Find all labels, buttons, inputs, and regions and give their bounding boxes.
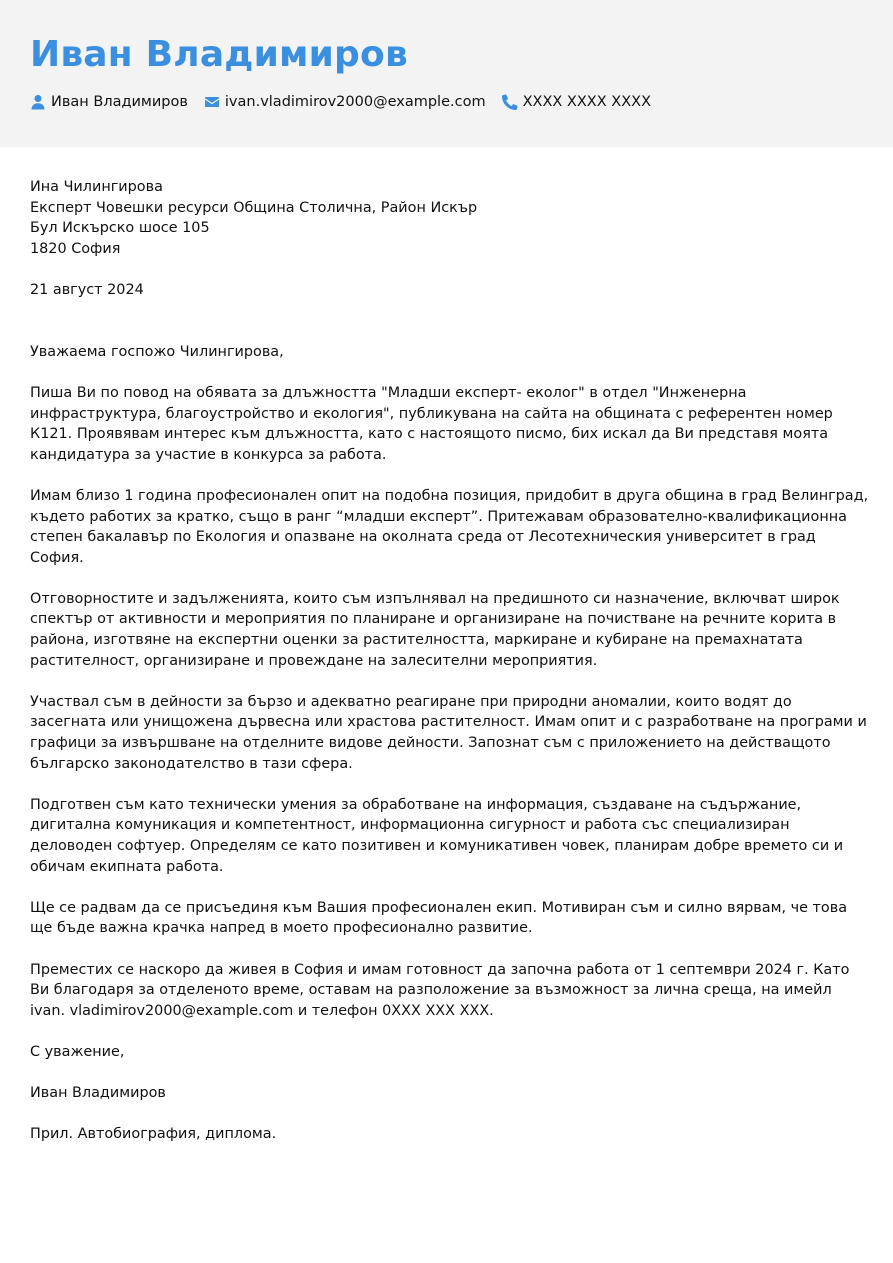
signature: Иван Владимиров	[30, 1085, 166, 1102]
paragraph: Подготвен съм като технически умения за обработване на информация, създаване на съдържание, дигитална комуникация и компетентност, информационна сигурност и работа със специализиран деловоден софтуер. Определям се като позитивен и комуникативен човек, планирам добре времето си и обичам екипната работа.	[30, 796, 844, 875]
user-icon	[30, 94, 46, 110]
envelope-icon	[204, 94, 220, 110]
contact-phone-item	[502, 92, 651, 112]
recipient-city: 1820 София	[30, 240, 121, 257]
paragraph: Пиша Ви по повод на обявата за длъжността "Младши експерт- еколог" в отдел "Инженерна инфраструктура, благоустройство и екология", публикувана на сайта на общината с референтен номер К121. Проявявам интерес към длъжността, като с настоящото писмо, бих искал да Ви представя моята кандидатура за участие в конкурса за работа.	[30, 384, 833, 463]
paragraph: Имам близо 1 година професионален опит на подобна позиция, придобит в друга община в град Велинград, където работих за кратко, също в ранг “младши експерт”. Притежавам образователно-квалификационна степен бакалавър по Екология и опазване на околната среда от Лесотехническия университет в град София.	[30, 487, 869, 566]
contact-phone[interactable]: XXXX XXXX XXXX	[522, 94, 651, 110]
paragraph: Участвал съм в дейности за бързо и адекватно реагиране при природни аномалии, които водят до засегната или унищожена дървесна или храстова растителност. Имам опит и с разработване на програми и графици за извършване на отделните видове дейности. Запознат съм с приложението на действащото българско законодателство в тази сфера.	[30, 693, 867, 772]
recipient-name: Ина Чилингирова	[30, 179, 163, 195]
page-header	[0, 0, 893, 147]
paragraph: Преместих се наскоро да живея в София и имам готовност да започна работа от 1 септември 2024 г. Като Ви благодаря за отделеното време, оставам на разположение за възможност за лична среща, на имейл ivan. vladimirov2000@example.com и телефон 0XXX XXX XXX.	[30, 961, 850, 1019]
attachments: Прил. Автобиография, диплома.	[30, 1126, 277, 1143]
applicant-name: Иван Владимиров	[30, 34, 408, 75]
contact-bar	[30, 92, 667, 112]
contact-email-item	[204, 92, 486, 112]
contact-email[interactable]: ivan.vladimirov2000@example.com	[224, 94, 486, 110]
letter-date: 21 август 2024	[30, 281, 144, 298]
recipient-position: Експерт Човешки ресурси Община Столична, Район Искър	[30, 199, 478, 216]
paragraph: Ще се радвам да се присъединя към Вашия професионален екип. Мотивиран съм и силно вярвам, че това ще бъде важна крачка напред в моето професионално развитие.	[30, 899, 848, 937]
paragraph: Отговорностите и задълженията, които съм изпълнявал на предишното си назначение, включват широк спектър от активности и мероприятия по планиране и организиране на почистване на речните корита в района, изготвяне на експертни оценки за растителността, маркиране и кубиране на премахнатата растителност, организиране и провеждане на залесителни мероприятия.	[30, 590, 840, 669]
contact-name-item	[30, 92, 188, 112]
recipient-street: Бул Искърско шосе 105	[30, 220, 210, 237]
contact-name: Иван Владимиров	[51, 94, 188, 110]
closing: С уважение,	[30, 1043, 125, 1060]
phone-icon	[502, 94, 518, 110]
salutation: Уважаема госпожо Чилингирова,	[30, 343, 284, 360]
letter-body	[30, 177, 870, 1145]
